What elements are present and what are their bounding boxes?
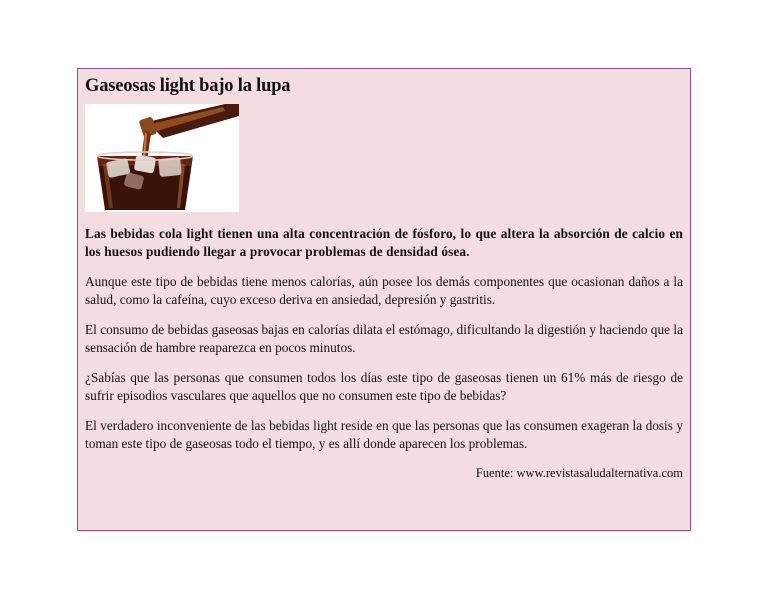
source-credit: Fuente: www.revistasaludalternativa.com	[475, 466, 683, 480]
lead-paragraph: Las bebidas cola light tienen una alta concentración de fósforo, lo que altera la absorción de calcio en los huesos pudiendo llegar a provocar problemas de densidad ósea.	[85, 226, 683, 259]
body-paragraph-vascular-risk: ¿Sabías que las personas que consumen todos los días este tipo de gaseosas tienen un 61% más de riesgo de sufrir episodios vasculares que aquellos que no consumen este tipo de bebidas?	[85, 370, 683, 403]
article-box	[77, 68, 691, 531]
article-title: Gaseosas light bajo la lupa	[85, 76, 291, 96]
body-paragraph-dosage: El verdadero inconveniente de las bebidas light reside en que las personas que las consumen exageran la dosis y toman este tipo de gaseosas todo el tiempo, y es allí donde aparecen los problemas.	[85, 418, 683, 451]
body-paragraph-digestion: El consumo de bebidas gaseosas bajas en calorías dilata el estómago, dificultando la digestión y haciendo que la sensación de hambre reaparezca en pocos minutos.	[85, 322, 683, 355]
body-paragraph-calories: Aunque este tipo de bebidas tiene menos calorías, aún posee los demás componentes que ocasionan daños a la salud, como la cafeína, cuyo exceso deriva en ansiedad, depresión y gastritis.	[85, 274, 683, 307]
cola-glass-pour-photo	[85, 104, 239, 212]
